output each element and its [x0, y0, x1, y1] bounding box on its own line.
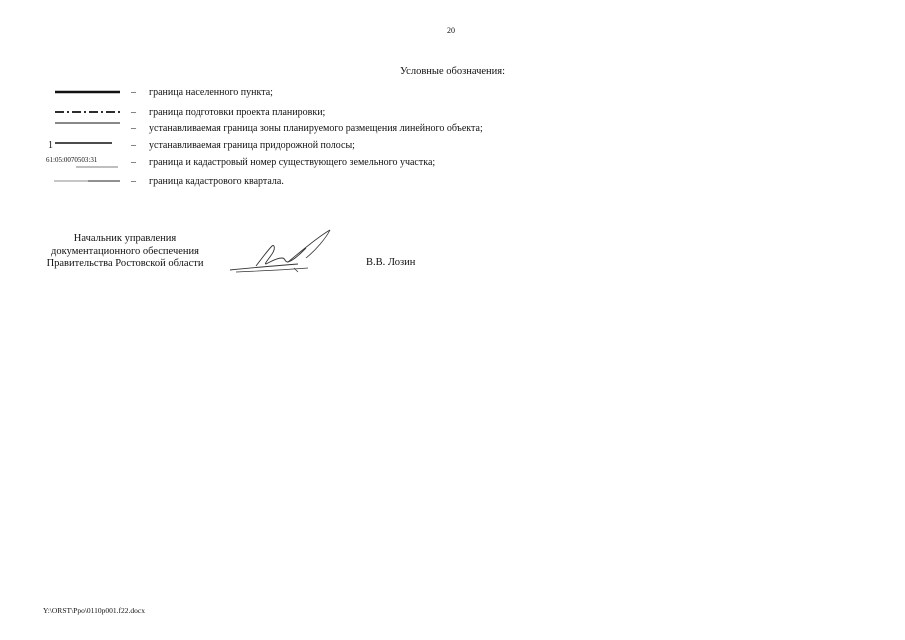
legend-item — [40, 139, 560, 153]
legend-item — [40, 175, 560, 189]
signatory-position — [40, 233, 210, 271]
dash-dot-line-symbol — [40, 106, 125, 120]
handwritten-signature — [228, 228, 338, 276]
legend-item-text: граница населенного пункта; — [149, 87, 273, 98]
legend-item-text: граница подготовки проекта планировки; — [149, 107, 326, 118]
legend-item-text: устанавливаемая граница придорожной полосы; — [149, 140, 355, 151]
position-line: документационного обеспечения — [51, 245, 199, 257]
legend-dash: – — [131, 157, 136, 168]
legend-dash: – — [131, 87, 136, 98]
signer-name: В.В. Лозин — [366, 257, 416, 268]
legend-item — [40, 156, 560, 170]
file-path: Y:\ORST\Ppo\0110p001.f22.docx — [43, 606, 145, 615]
legend-item — [40, 122, 560, 136]
legend-item — [40, 86, 560, 100]
quarter-line-symbol — [40, 175, 125, 189]
parcel-line-symbol — [40, 156, 125, 170]
legend-item-text: граница и кадастровый номер существующего земельного участка; — [149, 157, 436, 168]
legend-item-text: граница кадастрового квартала. — [149, 176, 284, 187]
double-line-symbol — [40, 122, 125, 136]
legend-dash: – — [131, 176, 136, 187]
thick-line-symbol — [40, 86, 125, 100]
legend-title: Условные обозначения: — [400, 66, 506, 77]
legend-dash: – — [131, 140, 136, 151]
legend-item-text: устанавливаемая граница зоны планируемого размещения линейного объекта; — [149, 123, 483, 134]
legend-item — [40, 106, 560, 120]
legend-dash: – — [131, 107, 136, 118]
cadastral-number-label: 61:05:0070503:31 — [46, 156, 98, 164]
position-line: Начальник управления — [73, 233, 177, 244]
symbol-label: 1 — [48, 140, 53, 151]
position-line: Правительства Ростовской области — [46, 258, 204, 269]
legend-dash: – — [131, 123, 136, 134]
page-number: 20 — [447, 26, 455, 35]
